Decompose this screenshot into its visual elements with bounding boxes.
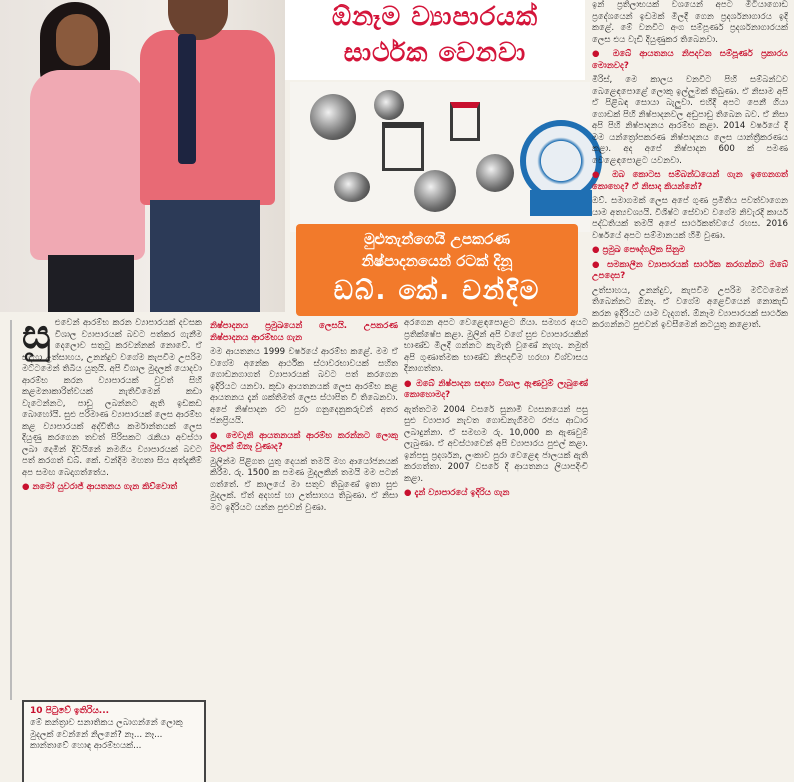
column-2-subheading-1: නිෂ්පාදනය ප්‍රමුඛයෙන් ලෙසයි. උපකරණ නිෂ්පාදනය ආරම්භය ගැන <box>210 321 398 343</box>
grinder-machine-4 <box>414 170 456 212</box>
article-column-3 <box>404 318 588 780</box>
right-column-body-4: උත්සාහය, උනන්දුව, කැපවීම උපරිම මට්ටමෙන් තිබෙන්නට ඕනෑ. ඒ වගේම අළෙවියෙන් නොකැඩී කරන ඉදිරියට යාම වැදගත්. ඕනෑම ව්‍යාපාරයක් සාර්ථක කරගන්නට පුළුවන් ඉවසීමෙන් කටයුතු කළොත්. <box>592 285 788 330</box>
continuation-text: මේ කන්ත්‍රාව සනාතිකය ලබාගන්නේ ලොකු මුදලක් වෙන්නේ නිලනේ? නෑ... නෑ... කාන්තාවේ හොඳ ආරම්භයක්... <box>30 718 183 751</box>
article-column-right <box>592 0 788 780</box>
column-1-body: ළුවෙන් ආරම්භ කරන ව්‍යාපාරයක් දවසක විශාල ව්‍යාපාරයක් බවට පත්කර ගැනීම දෙලොව සතුටු කරවන්නක් නොවේ. ඒ සඳහා උත්සාහය, උනන්දුව වගේම කැපවීම උපරිම මට්ටමෙන් තිබිය යුතුයි. අපි විශාල මුදලක් යොදවා ආරම්භ කරන ව්‍යාපාරයක් වුවත් සිහි කළමනාකාරිත්වයක් නැතිවීමෙන් කඩා වැටෙන්නට, පාඩු ලබන්නට ඇති ඉඩකඩ බොහෝයි. සුළු පරිමාණ ව්‍යාපාරයක් ලෙස ආරම්භ කළ ව්‍යාපාරයක් අද්විතීය කර්මාන්තයක් ලෙස දියුණු කරගෙන තවත් පිරිසකට රැකියා අවස්ථා ලබා දෙමින් දිවයිනේ නමගිය ව්‍යාපාරයක් බවට පත් කරගත් ඩබ්. කේ. චන්දිම මහතා සිය අත්දැකීම් අප සමඟ බෙදාගත්තේය. <box>22 318 202 478</box>
right-column-subheading-3: ● ප්‍රමුඛ පෞද්ගලික සිනුම <box>592 245 788 257</box>
column-3-subheading-2: ● දැන් ව්‍යාපාරයේ ඉදිරිය ගැන <box>404 488 588 500</box>
portrait-photo <box>0 0 285 312</box>
column-2-body-2: මුලින්ම පිළිගත යුතු දෙයක් තමයි මහ ආයෝජනයක් කිරීම. රු. 1500 ක පමණ මුදලකින් තමයි මම පටන් ගත්තේ. ඒ කාලයේ මා සතුව තිබුණේ ඉතා සුළු මුදලක්. ඒත් අදහස් හා උත්සාහය තිබුණා. ඒ නිසා මට ඉදිරියට යන්න පුළුවන් වුණා. <box>210 456 398 513</box>
column-2-body-1: මම ආයතනය 1999 වර්ෂයේ ආරම්භ කළේ. මම ඒ වගේම අනේක ආර්ථික ස්ථාවරභාවයක් සහිත ගොඩනගාගත් ව්‍යාපාරයක් බවට පත් කරගෙන ඉදිරියට යනවා. කුඩා ආයතනයක් ලෙස ආරම්භ කළ ආයතනය දැන් ශක්තිමත් ලෙස ස්ථාපිත වී තිබෙනවා. අපේ නිෂ්පාදන රට පුරා ගනුදෙනුකරුවන් අතර ජනප්‍රියයි. <box>210 347 398 426</box>
man-tie <box>178 34 196 164</box>
right-column-subheading-1: ● ඔබේ ආයතනය නිපදවන සම්පූර්ණ ප්‍රකාරය මොනවද? <box>592 49 788 72</box>
headline-line-2: සාර්ථක වෙනවා <box>343 38 527 68</box>
machine-stand-1 <box>382 122 424 171</box>
machine-stand-2 <box>450 102 480 141</box>
continuation-heading: 10 පිටුවේ ඉතිරිය... <box>30 706 110 716</box>
column-rule <box>10 320 12 700</box>
column-1-subheading: ● නමෝ යුවරාජ් ආයතනය ගැන කිව්වොත් <box>22 482 202 494</box>
column-2-subheading-2: ● මෙවැනි ආයතනයක් ආරම්භ කරන්නට ලොකු මුදලක් ඕනෑ වුණාද? <box>210 431 398 454</box>
woman-pink-top <box>30 70 145 260</box>
woman-face <box>56 14 98 66</box>
banner-line-1: මුළුතැන්ගෙයි උපකරණ <box>363 230 511 248</box>
wheel-machine-base <box>530 190 592 216</box>
right-column-subheading-2: ● ඔබ කොටස සම්බන්ධයෙන් ගැන ඉගෙනගත් කොහෙද? ඒ නිසාද කියන්නේ? <box>592 170 788 193</box>
right-column-body-1: ඉන් ප්‍රතිලාභයක් වශයෙන් අපට මිටියාගොඩ ප්‍රදේශයෙන් ඉඩමක් මිලදී ගෙන ප්‍රදර්ශනාගාරය ඉදි කළේ. මේ වනවිට අංග සම්පූර්ණ ප්‍රදර්ශනාගාරයක් ලෙස එය වැඩි දියුණුකර තිබෙනවා. <box>592 0 788 45</box>
grinder-machine-2 <box>374 90 404 120</box>
column-3-body-1: අරගෙන අපට වෙළෙඳපොළට ගියා. සමහර අයට ප්‍රතික්ෂේප කළා. මුලින් අපි වගේ සුළු ව්‍යාපාරයකින් භාණ්ඩ මිලදී ගන්නට කැමැති වුණේ නැහැ. නමුත් අපි ගුණාත්මක භාණ්ඩ නිපදවීම හරහා විශ්වාසය දිනාගත්තා. <box>404 318 588 374</box>
banner-name: ඩබ්. කේ. චන්දිම <box>333 276 541 306</box>
grinder-machine-1 <box>310 94 356 140</box>
subtitle-banner <box>296 224 578 316</box>
column-3-body-2: ඇත්තටම 2004 වසරේ සුනාමි ව්‍යසනයෙන් පසු සුළු ව්‍යාපාර නැවත ගොඩනැගීමට රජය ආධාර ලබාදුන්නා. ඒ සමඟම රු. 10,000 ක ඇණවුම් ලැබුණා. ඒ අවස්ථාවෙන් අපි ව්‍යාපාරය පුළුල් කළා. ඉන්පසු ප්‍රදර්ශන, ලංකාව පුරා වෙළෙඳ ජාලයක් ඇති කරගත්තා. 2007 වසරේ දී ආයතනය ලියාපදිංචි කළා. <box>404 404 588 484</box>
continuation-box <box>22 700 206 782</box>
man-trousers <box>150 200 260 312</box>
man-shirt <box>140 30 275 205</box>
grinder-machine-5 <box>476 154 514 192</box>
grinder-machine-3 <box>334 172 370 202</box>
article-headline <box>285 0 585 80</box>
right-column-body-2: මිරිස්, මෙ කාලය වනවිට පිහි සම්බන්ධව බෙළෙඳපොළේ ලොකු ඉල්ලුමක් තිබුණා. ඒ නිසාම අපි ඒ පිළිබඳ සොයා බැලුවා. එහිදී අපට පෙනී ගියා ගොඩක් පිහි නිෂ්පාදනවල අඩුපාඩු තිබෙන බව. ඒ නිසා අපි පිහි නිෂ්පාදනය ආරම්භ කළා. 2014 වර්ෂයේ දී මම යන්ත්‍රෝපකරණ නිෂ්පාදනය ලෙස යාන්ත්‍රීකරණය කළා. අද අපේ නිෂ්පාදන 600 ක් පමණ වෙළෙඳපොළට යවනවා. <box>592 75 788 166</box>
headline-line-1: ඕනෑම ව්‍යාපාරයක් <box>331 2 539 32</box>
right-column-body-3: ඔව්. සමාගමක් ලෙස අපේ ගුණ ප්‍රමිතිය පවත්වාගෙන යාම අත්‍යවශ්‍යයි. විශිෂ්ට සේවාව වගේම නිවැරදි කාර්ය පද්ධතියක් තමයි අපේ සාර්ථකත්වයේ රහස. 2016 වර්ෂයේ අපට සම්මානයක් හිමි වුණා. <box>592 196 788 241</box>
right-column-subheading-4: ● සමකාලීන ව්‍යාපාරයක් සාර්ථක කරගන්නට ඔබේ උපදෙස? <box>592 260 788 283</box>
woman-trousers <box>48 255 134 312</box>
banner-line-2: නිෂ්පාදනයෙන් රටක් දිනූ <box>361 252 513 270</box>
column-3-subheading-1: ● ඔබේ නිෂ්පාදන සඳහා විශාල ඇණවුම් ලැබුණේ කොහොමද? <box>404 379 588 402</box>
article-column-1 <box>22 318 202 698</box>
article-column-2 <box>210 318 398 780</box>
drop-cap: සු <box>22 318 51 358</box>
